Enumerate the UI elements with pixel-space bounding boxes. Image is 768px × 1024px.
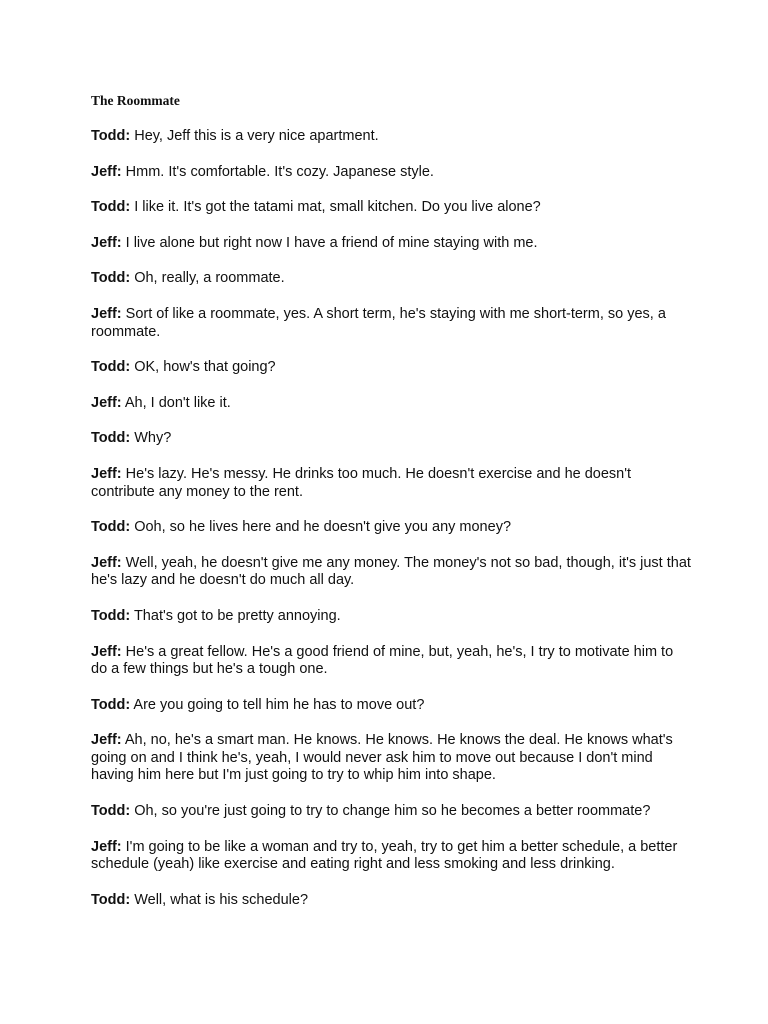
utterance-text: Why? [130,430,172,447]
dialogue-line [91,555,691,590]
utterance-text: He's a great fellow. He's a good friend of mine, but, yeah, he's, I try to motivate him to do a few things but he's a tough one. [91,643,674,678]
speaker-name: Todd: [91,607,131,624]
speaker-name: Todd: [91,803,131,820]
speaker-name: Todd: [91,696,131,713]
utterance-text: That's got to be pretty annoying. [130,607,341,624]
speaker-name: Jeff: [91,838,122,855]
speaker-name: Jeff: [91,234,122,251]
dialogue-line [91,306,691,341]
utterance-text: He's lazy. He's messy. He drinks too much. He doesn't exercise and he doesn't contribute any money to the rent. [91,465,632,500]
speaker-name: Jeff: [91,163,122,180]
speaker-name: Todd: [91,270,131,287]
utterance-text: Oh, so you're just going to try to change him so he becomes a better roommate? [130,803,651,820]
utterance-text: Hey, Jeff this is a very nice apartment. [130,128,379,144]
dialogue-line [91,519,691,537]
utterance-text: Are you going to tell him he has to move out? [130,696,425,713]
speaker-name: Todd: [91,199,131,216]
dialogue-line [91,128,691,146]
utterance-text: Sort of like a roommate, yes. A short term, he's staying with me short-term, so yes, a roommate. [91,305,666,340]
dialogue-line [91,732,691,785]
dialogue-line [91,697,691,715]
utterance-text: I'm going to be like a woman and try to, yeah, try to get him a better schedule, a better schedule (yeah) like exercise and eating right and less smoking and less drinking. [91,838,678,873]
utterance-text: Ah, no, he's a smart man. He knows. He knows. He knows the deal. He knows what's going on and I think he's, yeah, I would never ask him to move out because I don't mind having him here but I'm just going to try to whip him into shape. [91,732,673,784]
dialogue-transcript [91,128,691,927]
dialogue-line [91,235,691,253]
speaker-name: Todd: [91,519,131,536]
speaker-name: Jeff: [91,305,122,322]
utterance-text: I live alone but right now I have a friend of mine staying with me. [121,234,538,251]
utterance-text: Ooh, so he lives here and he doesn't give you any money? [130,519,512,536]
utterance-text: Well, yeah, he doesn't give me any money. The money's not so bad, though, it's just that he's lazy and he doesn't do much all day. [91,554,691,589]
speaker-name: Jeff: [91,394,122,411]
dialogue-line [91,892,691,910]
dialogue-line [91,466,691,501]
speaker-name: Todd: [91,891,131,908]
dialogue-line [91,644,691,679]
dialogue-line [91,430,691,448]
dialogue-line [91,199,691,217]
dialogue-line [91,608,691,626]
speaker-name: Jeff: [91,643,122,660]
utterance-text: Ah, I don't like it. [121,394,231,411]
utterance-text: Hmm. It's comfortable. It's cozy. Japanese style. [121,163,434,180]
utterance-text: Well, what is his schedule? [130,891,309,908]
dialogue-line [91,164,691,182]
speaker-name: Jeff: [91,554,122,571]
document-title: The Roommate [91,93,180,108]
utterance-text: OK, how's that going? [130,359,276,376]
utterance-text: I like it. It's got the tatami mat, small kitchen. Do you live alone? [130,199,541,216]
speaker-name: Todd: [91,128,131,144]
dialogue-line [91,395,691,413]
dialogue-line [91,839,691,874]
dialogue-line [91,359,691,377]
dialogue-line [91,803,691,821]
utterance-text: Oh, really, a roommate. [130,270,285,287]
dialogue-line [91,270,691,288]
speaker-name: Jeff: [91,732,122,749]
speaker-name: Todd: [91,430,131,447]
speaker-name: Todd: [91,359,131,376]
speaker-name: Jeff: [91,465,122,482]
